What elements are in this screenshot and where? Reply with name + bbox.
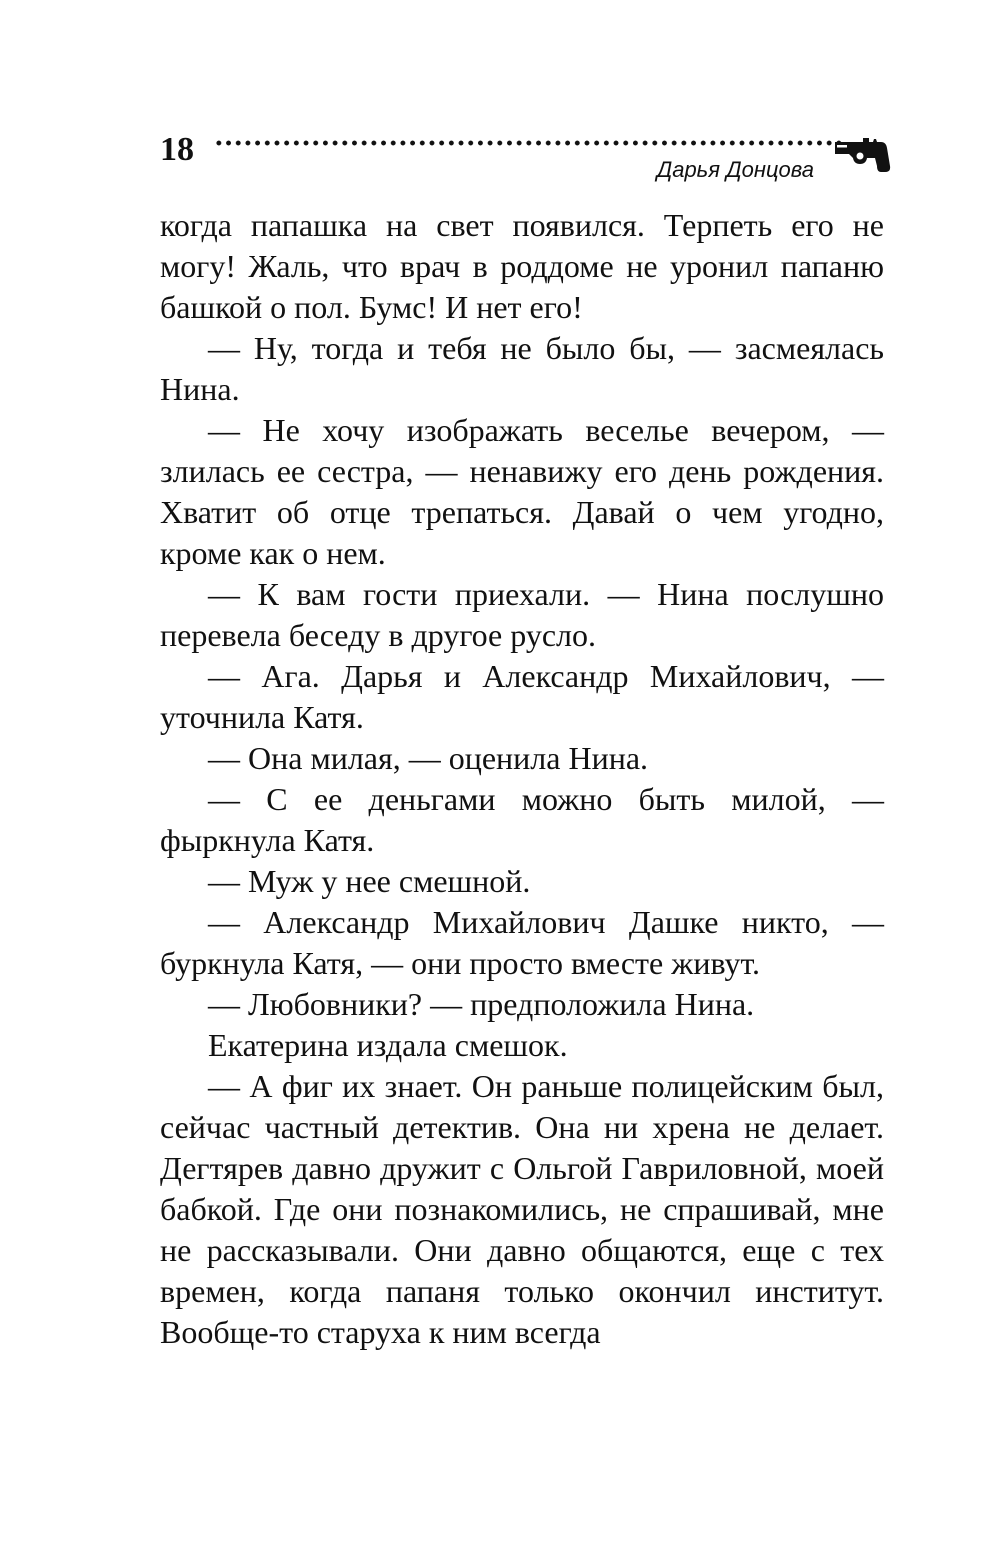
- dotted-rule: [214, 140, 842, 146]
- paragraph: Екатерина издала смешок.: [208, 1027, 568, 1063]
- page-header: [0, 0, 1000, 200]
- revolver-icon: [833, 128, 893, 176]
- paragraph: — Не хочу изображать веселье вечером, — злилась ее сестра, — ненавижу его день рождения. Хватит об отце трепаться. Давай о чем угодно, кроме как о нем.: [160, 412, 884, 571]
- body-text: [160, 205, 884, 1353]
- paragraph: — А фиг их знает. Он раньше полицейским был, сейчас частный детектив. Она ни хрена не делает. Дегтярев давно дружит с Ольгой Гавриловной, моей бабкой. Где они познакомились, не спрашивай, мне не рассказывали. Они давно общаются, еще с тех времен, когда папаня только окончил институт. Вообще-то старуха к ним всегда: [160, 1068, 884, 1350]
- paragraph: — С ее деньгами можно быть милой, — фыркнула Катя.: [160, 781, 884, 858]
- paragraph: — Ага. Дарья и Александр Михайлович, — уточнила Катя.: [160, 658, 884, 735]
- paragraph: — Любовники? — предположила Нина.: [208, 986, 755, 1022]
- paragraph: — Ну, тогда и тебя не было бы, — засмеялась Нина.: [160, 330, 884, 407]
- paragraph: — К вам гости приехали. — Нина послушно перевела беседу в другое русло.: [160, 576, 884, 653]
- page-number: 18: [160, 131, 194, 168]
- paragraph: когда папашка на свет появился. Терпеть его не могу! Жаль, что врач в роддоме не уронил папаню башкой о пол. Бумс! И нет его!: [160, 207, 884, 325]
- paragraph: — Александр Михайлович Дашке никто, — буркнула Катя, — они просто вместе живут.: [160, 904, 884, 981]
- paragraph: — Муж у нее смешной.: [208, 863, 531, 899]
- paragraph: — Она милая, — оценила Нина.: [208, 740, 649, 776]
- author-name: Дарья Донцова: [656, 157, 814, 182]
